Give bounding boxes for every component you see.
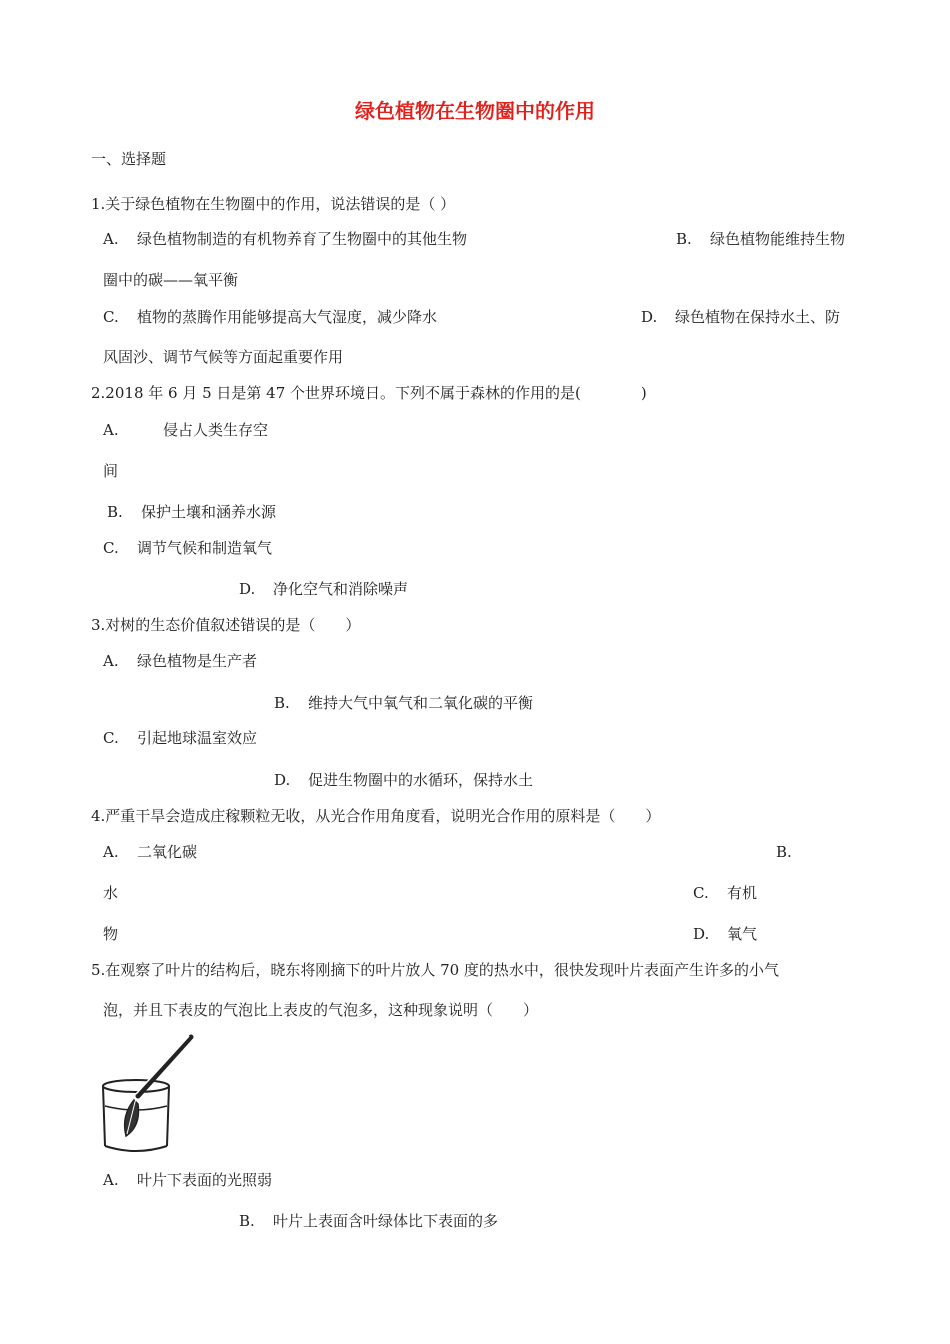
question-5-stem-cont: 泡，并且下表皮的气泡比上表皮的气泡多，这种现象说明（ ）: [103, 1001, 539, 1019]
q3-option-d[interactable]: [274, 770, 533, 790]
option-letter: D.: [641, 308, 658, 326]
option-text: 维持大气中氧气和二氧化碳的平衡: [308, 694, 534, 712]
q2-option-c[interactable]: [103, 538, 272, 558]
option-text: 净化空气和消除噪声: [273, 580, 409, 598]
option-text: 二氧化碳: [137, 843, 198, 861]
q1-option-d[interactable]: [641, 307, 840, 327]
q2-option-b[interactable]: [107, 502, 276, 522]
option-text: 保护土壤和涵养水源: [141, 503, 277, 521]
option-letter: C.: [103, 539, 119, 557]
option-text: 调节气候和制造氧气: [137, 539, 273, 557]
q3-option-c[interactable]: [103, 728, 257, 748]
q4-option-b[interactable]: [776, 842, 792, 862]
option-text: 侵占人类生存空: [163, 421, 269, 439]
page-title: 绿色植物在生物圈中的作用: [355, 99, 595, 123]
option-text: 叶片下表面的光照弱: [137, 1171, 273, 1189]
option-letter: C.: [693, 884, 709, 902]
q1-option-b-cont: 圈中的碳——氧平衡: [103, 271, 239, 289]
option-letter: A.: [103, 421, 119, 439]
q4-option-a[interactable]: [103, 842, 197, 862]
option-letter: B.: [676, 230, 692, 248]
option-text: 引起地球温室效应: [137, 729, 258, 747]
option-letter: A.: [103, 1171, 119, 1189]
option-letter: D.: [239, 580, 256, 598]
option-text: 促进生物圈中的水循环，保持水土: [308, 771, 534, 789]
q4-option-d[interactable]: [693, 924, 757, 944]
question-4-stem: 4.严重干旱会造成庄稼颗粒无收，从光合作用角度看，说明光合作用的原料是（ ）: [91, 807, 661, 825]
q2-option-a-cont: 间: [103, 462, 119, 480]
q4-option-c[interactable]: [693, 883, 757, 903]
option-text: 绿色植物在保持水土、防: [675, 308, 841, 326]
option-letter: A.: [103, 230, 119, 248]
q5-option-a[interactable]: [103, 1170, 272, 1190]
q2-option-a[interactable]: [103, 420, 268, 440]
option-letter: C.: [103, 308, 119, 326]
q5-option-b[interactable]: [239, 1211, 498, 1231]
option-letter: A.: [103, 652, 119, 670]
q1-option-c[interactable]: [103, 307, 437, 327]
question-3-stem: 3.对树的生态价值叙述错误的是（ ）: [91, 616, 361, 634]
option-text: 绿色植物能维持生物: [710, 230, 846, 248]
q4-option-c-cont: 物: [103, 925, 119, 943]
option-letter: B.: [239, 1212, 255, 1230]
beaker-with-leaf-icon: [96, 1034, 196, 1156]
option-text: 植物的蒸腾作用能够提高大气湿度，减少降水: [137, 308, 438, 326]
question-2-stem: 2.2018 年 6 月 5 日是第 47 个世界环境日。下列不属于森林的作用的是( ): [91, 384, 647, 402]
question-1-stem: 1.关于绿色植物在生物圈中的作用，说法错误的是（ ）: [91, 195, 456, 213]
q3-option-b[interactable]: [274, 693, 533, 713]
option-letter: C.: [103, 729, 119, 747]
q2-option-d[interactable]: [239, 579, 408, 599]
section-heading: 一、选择题: [91, 150, 167, 168]
option-letter: D.: [693, 925, 710, 943]
q1-option-a[interactable]: [103, 229, 467, 249]
question-5-stem: 5.在观察了叶片的结构后，晓东将刚摘下的叶片放人 70 度的热水中，很快发现叶片表面产生许多的小气: [91, 961, 779, 979]
q1-option-d-cont: 风固沙、调节气候等方面起重要作用: [103, 348, 344, 366]
option-text: 叶片上表面含叶绿体比下表面的多: [273, 1212, 499, 1230]
option-text: 氧气: [727, 925, 758, 943]
q3-option-a[interactable]: [103, 651, 257, 671]
q1-option-b[interactable]: [676, 229, 845, 249]
option-letter: D.: [274, 771, 291, 789]
option-text: 有机: [727, 884, 758, 902]
option-text: 绿色植物是生产者: [137, 652, 258, 670]
option-letter: B.: [776, 843, 792, 861]
option-letter: B.: [274, 694, 290, 712]
option-letter: A.: [103, 843, 119, 861]
option-text: 绿色植物制造的有机物养育了生物圈中的其他生物: [137, 230, 468, 248]
option-letter: B.: [107, 503, 123, 521]
q4-option-b-cont: 水: [103, 884, 119, 902]
